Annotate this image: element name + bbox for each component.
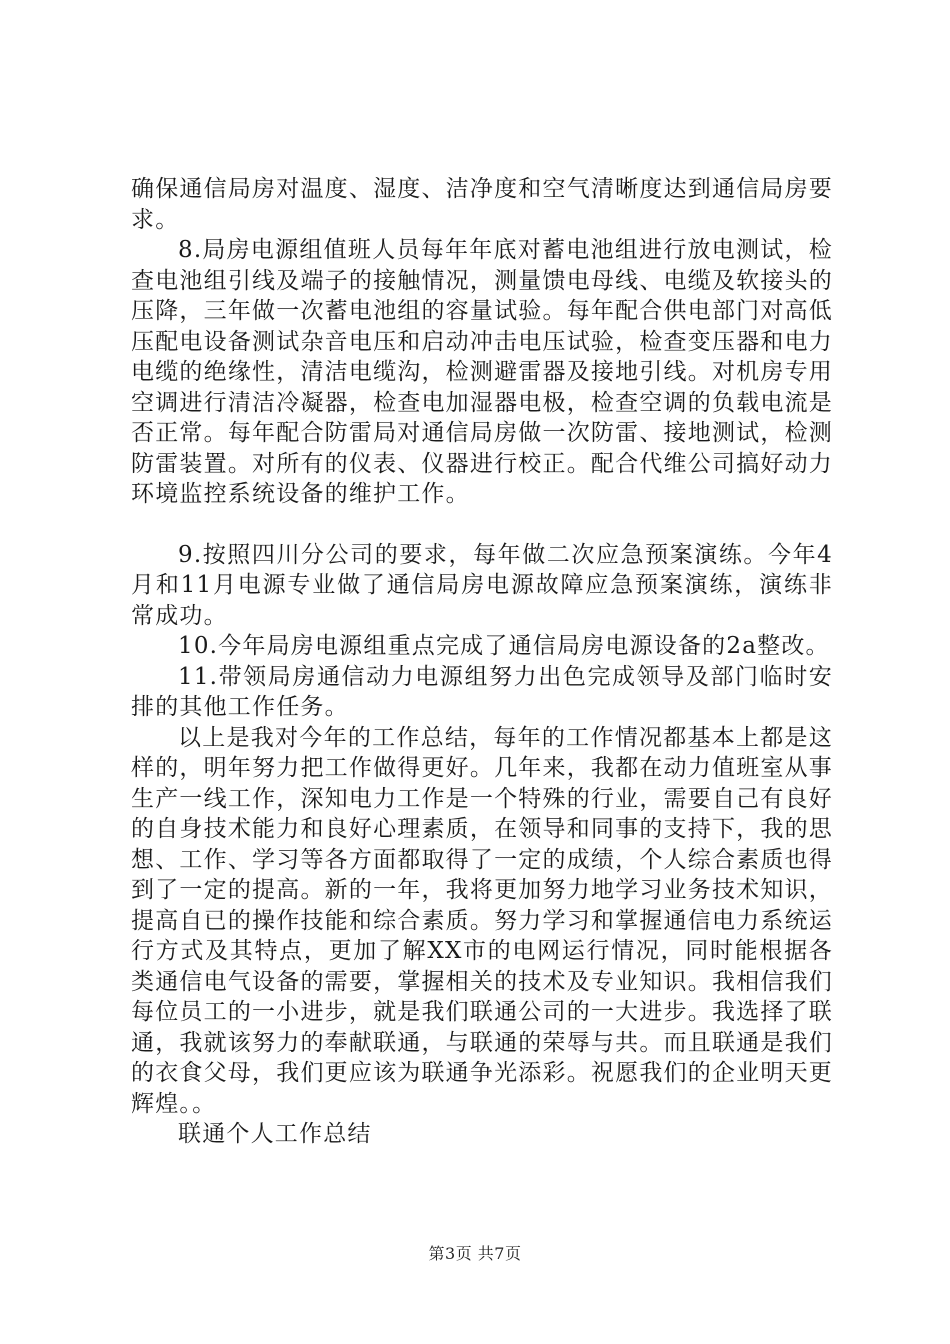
paragraph-item-9: 9.按照四川分公司的要求，每年做二次应急预案演练。今年4月和11月电源专业做了通信局房电源故障应急预案演练，演练非常成功。 — [131, 541, 833, 629]
document-body — [131, 174, 833, 1150]
paragraph-summary: 以上是我对今年的工作总结，每年的工作情况都基本上都是这样的，明年努力把工作做得更好。几年来，我都在动力值班室从事生产一线工作，深知电力工作是一个特殊的行业，需要自己有良好的自身技术能力和良好心理素质，在领导和同事的支持下，我的思想、工作、学习等各方面都取得了一定的成绩，个人综合素质也得到了一定的提高。新的一年，我将更加努力地学习业务技术知识，提高自已的操作技能和综合素质。努力学习和掌握通信电力系统运行方式及其特点，更加了解XX市的电网运行情况，同时能根据各类通信电气设备的需要，掌握相关的技术及专业知识。我相信我们每位员工的一小进步，就是我们联通公司的一大进步。我选择了联通，我就该努力的奉献联通，与联通的荣辱与共。而且联通是我们的衣食父母，我们更应该为联通争光添彩。祝愿我们的企业明天更辉煌。。 — [131, 724, 833, 1117]
paragraph-item-10: 10.今年局房电源组重点完成了通信局房电源设备的2a整改。 — [178, 633, 830, 659]
paragraph-item-11: 11.带领局房通信动力电源组努力出色完成领导及部门临时安排的其他工作任务。 — [131, 663, 833, 720]
paragraph-continuation: 确保通信局房对温度、湿度、洁净度和空气清晰度达到通信局房要求。 — [131, 176, 833, 233]
paragraph-item-8: 8.局房电源组值班人员每年年底对蓄电池组进行放电测试，检查电池组引线及端子的接触情况，测量馈电母线、电缆及软接头的压降，三年做一次蓄电池组的容量试验。每年配合供电部门对高低压配电设备测试杂音电压和启动冲击电压试验，检查变压器和电力电缆的绝缘性，清洁电缆沟，检测避雷器及接地引线。对机房专用空调进行清洁冷凝器，检查电加湿器电极，检查空调的负载电流是否正常。每年配合防雷局对通信局房做一次防雷、接地测试，检测防雷装置。对所有的仪表、仪器进行校正。配合代维公司搞好动力环境监控系统设备的维护工作。 — [131, 237, 833, 507]
page-number-footer: 第3页 共7页 — [428, 1244, 522, 1263]
section-heading: 联通个人工作总结 — [178, 1121, 372, 1147]
